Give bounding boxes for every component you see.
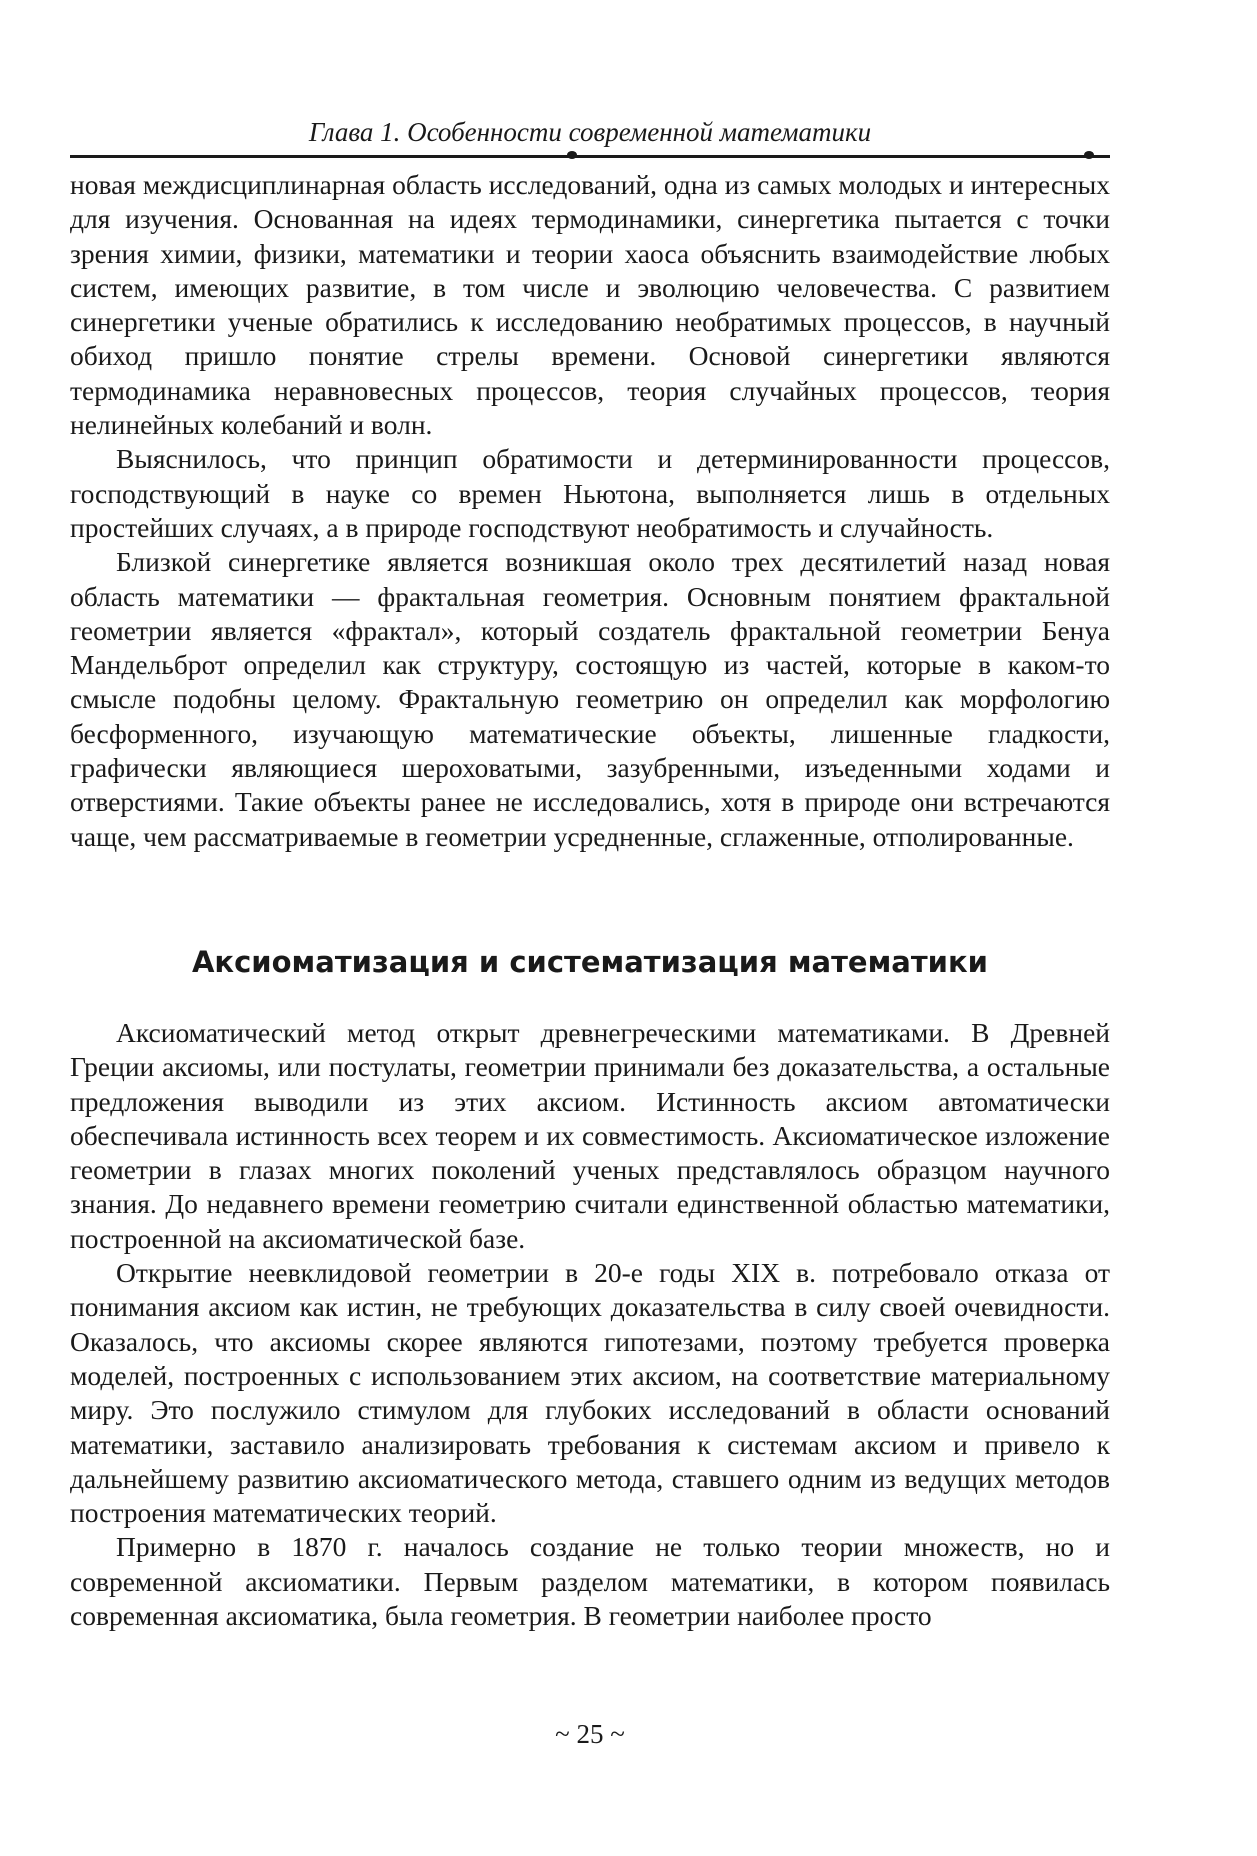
top-text-block	[70, 168, 1110, 854]
paragraph: Близкой синергетике является возникшая около трех десятилетий назад новая область математики — фрактальная геометрия. Основным понятием фрактальной геометрии является «фрактал», который создатель фрактальной геометрии Бенуа Мандельброт определил как структуру, состоящую из частей, которые в каком-то смысле подобны целому. Фрактальную геометрию он определил как морфологию бесформенного, изучающую математические объекты, лишенные гладкости, графически являющиеся шероховатыми, зазубренными, изъеденными ходами и отверстиями. Такие объекты ранее не исследовались, хотя в природе они встречаются чаще, чем рассматриваемые в геометрии усредненные, сглаженные, отполированные.	[70, 546, 1110, 852]
section-text-block	[70, 1016, 1110, 1633]
section-heading: Аксиоматизация и систематизация математики	[191, 945, 988, 979]
paragraph: Открытие неевклидовой геометрии в 20-е годы XIX в. потребовало отказа от понимания аксиом как истин, не требующих доказательства в силу своей очевидности. Оказалось, что аксиомы скорее являются гипотезами, поэтому требуется проверка моделей, построенных с использованием этих аксиом, на соответствие материальному миру. Это послужило стимулом для глубоких исследований в области оснований математики, заставило анализировать требования к системам аксиом и привело к дальнейшему развитию аксиоматического метода, ставшего одним из ведущих методов построения математических теорий.	[70, 1257, 1110, 1529]
paragraph: Аксиоматический метод открыт древнегреческими математиками. В Древней Греции аксиомы, или постулаты, геометрии принимали без доказательства, а остальные предложения выводили из этих аксиом. Истинность аксиом автоматически обеспечивала истинность всех теорем и их совместимость. Аксиоматическое изложение геометрии в глазах многих поколений ученых представлялось образцом научного знания. До недавнего времени геометрию считали единственной областью математики, построенной на аксиоматической базе.	[70, 1017, 1110, 1254]
page-number: ~ 25 ~	[555, 1719, 625, 1749]
header-rule-ornament	[567, 151, 577, 159]
header-rule-ornament	[1084, 151, 1094, 159]
header-rule	[70, 155, 1110, 158]
paragraph: Выяснилось, что принцип обратимости и детерминированности процессов, господствующий в науке со времен Ньютона, выполняется лишь в отдельных простейших случаях, а в природе господствуют необратимость и случайность.	[70, 443, 1110, 543]
paragraph-continued: новая междисциплинарная область исследований, одна из самых молодых и интересных для изучения. Основанная на идеях термодинамики, синергетика пытается с точки зрения химии, физики, математики и теории хаоса объяснить взаимодействие любых систем, имеющих развитие, в том числе и эволюцию человечества. С развитием синергетики ученые обратились к исследованию необратимых процессов, в научный обиход пришло понятие стрелы времени. Основой синергетики являются термодинамика неравновесных процессов, теория случайных процессов, теория нелинейных колебаний и волн.	[70, 169, 1110, 441]
running-header: Глава 1. Особенности современной математики	[308, 117, 872, 147]
paragraph: Примерно в 1870 г. началось создание не только теории множеств, но и современной аксиоматики. Первым разделом математики, в котором появилась современная аксиоматика, была геометрия. В геометрии наиболее просто	[70, 1531, 1110, 1632]
